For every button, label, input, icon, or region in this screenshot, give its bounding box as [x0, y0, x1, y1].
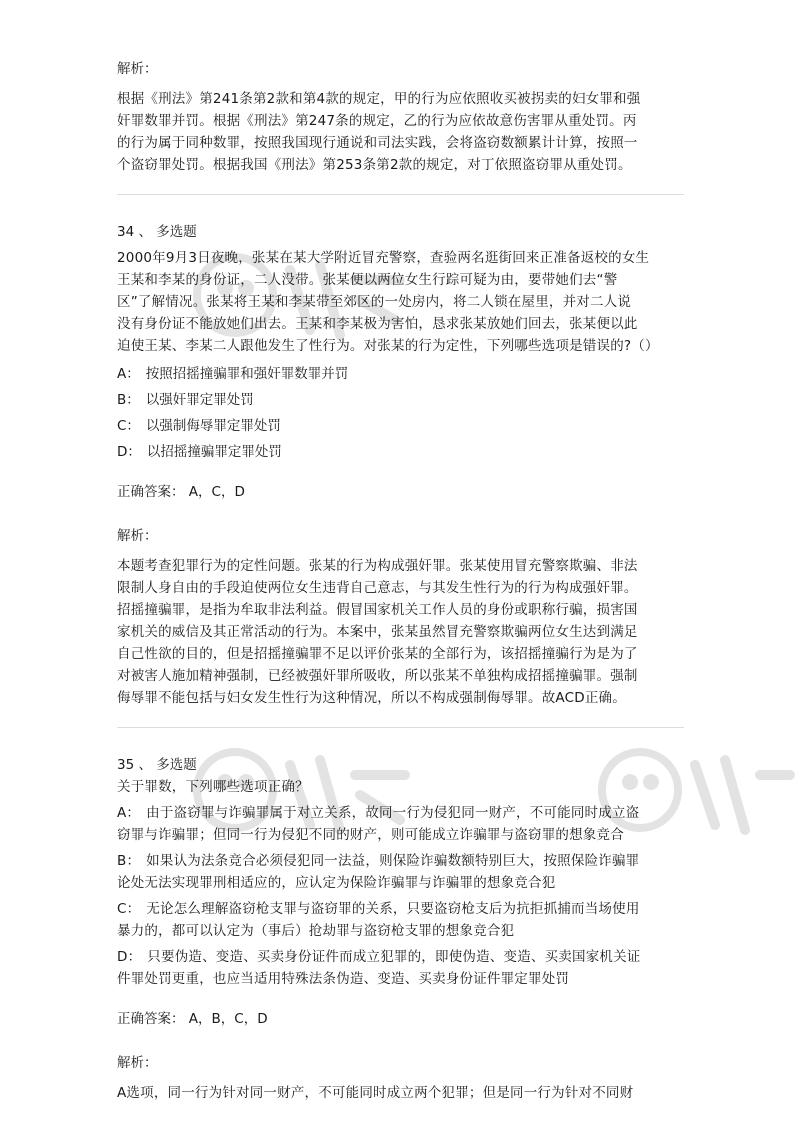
question-header: 35 、 多选题	[117, 757, 197, 773]
option-a	[117, 363, 687, 385]
analysis-label: 解析：	[117, 61, 158, 77]
section-divider	[117, 727, 684, 728]
option-letter: C：	[117, 901, 141, 917]
option-c	[117, 898, 687, 942]
option-text: 如果认为法条竞合必须侵犯同一法益，则保险诈骗数额特别巨大，按照保险诈骗罪	[146, 853, 640, 869]
option-letter: B：	[117, 853, 141, 869]
option-text: 按照招摇撞骗罪和强奸罪数罪并罚	[145, 366, 349, 382]
option-line: 窃罪与诈骗罪；但同一行为侵犯不同的财产，则可能成立诈骗罪与盗窃罪的想象竞合	[117, 827, 624, 843]
correct-answer: 正确答案： A，B，C，D	[117, 1011, 268, 1027]
analysis-body	[117, 555, 687, 709]
analysis-line: 限制人身自由的手段迫使两位女生违背自己意志，与其发生性行为的行为构成强奸罪。	[117, 580, 638, 596]
option-text: 以强制侮辱罪定罪处罚	[145, 418, 281, 434]
option-line	[117, 850, 687, 872]
option-line: 暴力的，都可以认定为（事后）抢劫罪与盗窃枪支罪的想象竞合犯	[117, 923, 515, 939]
analysis-line: 奸罪数罪并罚。根据《刑法》第247条的规定，乙的行为应依故意伤害罪从重处罚。丙	[117, 113, 637, 129]
analysis-line: 家机关的威信及其正常活动的行为。本案中，张某虽然冒充警察欺骗两位女生达到满足	[117, 624, 638, 640]
option-text: 由于盗窃罪与诈骗罪属于对立关系，故同一行为侵犯同一财产，不可能同时成立盗	[146, 805, 640, 821]
option-line	[117, 946, 687, 968]
analysis-line: 招摇撞骗罪，是指为牟取非法利益。假冒国家机关工作人员的身份或职称行骗，损害国	[117, 602, 638, 618]
stem-line: 迫使王某、李某二人跟他发生了性行为。对张某的行为定性，下列哪些选项是错误的?（）	[117, 338, 659, 354]
analysis-line: 对被害人施加精神强制，已经被强奸罪所吸收，所以张某不单独构成招摇撞骗罪。强制	[117, 668, 638, 684]
option-line	[117, 898, 687, 920]
correct-answer: 正确答案： A，C，D	[117, 484, 245, 500]
analysis-line: 个盗窃罪处罚。根据我国《刑法》第253条第2款的规定，对丁依照盗窃罪从重处罚。	[117, 157, 632, 173]
question-header: 34 、 多选题	[117, 224, 197, 240]
analysis-label: 解析：	[117, 528, 158, 544]
stem-line: 没有身份证不能放她们出去。王某和李某极为害怕，恳求张某放她们回去，张某便以此	[117, 316, 638, 332]
option-list	[117, 802, 687, 990]
option-text: 无论怎么理解盗窃枪支罪与盗窃罪的关系，只要盗窃枪支后为抗拒抓捕而当场使用	[146, 901, 640, 917]
option-letter: A：	[117, 805, 141, 821]
stem-line: 关于罪数，下列哪些选项正确？	[117, 779, 309, 795]
analysis-line: 自己性欲的目的，但是招摇撞骗罪不足以评价张某的全部行为，该招摇撞骗行为是为了	[117, 646, 638, 662]
option-letter: B：	[117, 392, 140, 408]
stem-line: 2000年9月3日夜晚，张某在某大学附近冒充警察，查验两名逛街回来正准备返校的女生	[117, 250, 650, 266]
option-b	[117, 389, 687, 411]
option-letter: A：	[117, 366, 140, 382]
analysis-line: 侮辱罪不能包括与妇女发生性行为这种情况，所以不构成强制侮辱罪。故ACD正确。	[117, 690, 626, 706]
section-divider	[117, 194, 684, 195]
option-letter: C：	[117, 418, 140, 434]
option-a	[117, 802, 687, 846]
analysis-line: 本题考查犯罪行为的定性问题。张某的行为构成强奸罪。张某使用冒充警察欺骗、非法	[117, 558, 638, 574]
stem-line: 王某和李某的身份证，二人没带。张某便以两位女生行踪可疑为由，要带她们去“警	[117, 272, 618, 288]
analysis-label: 解析：	[117, 1055, 158, 1071]
content-column	[117, 58, 687, 1104]
option-line	[117, 802, 687, 824]
option-line: 论处无法实现罪刑相适应的，应认定为保险诈骗罪与诈骗罪的想象竞合犯	[117, 875, 556, 891]
option-text: 以招摇撞骗罪定罪处罚	[146, 444, 282, 460]
question-34	[117, 221, 687, 709]
option-b	[117, 850, 687, 894]
analysis-line: A选项，同一行为针对同一财产，不可能同时成立两个犯罪；但是同一行为针对不同财	[117, 1085, 634, 1101]
option-line: 件罪处罚更重，也应当适用特殊法条伪造、变造、买卖身份证件罪定罪处罚	[117, 971, 570, 987]
option-d	[117, 946, 687, 990]
question-35	[117, 754, 687, 1104]
option-text: 以强奸罪定罪处罚	[145, 392, 254, 408]
option-text: 只要伪造、变造、买卖身份证件而成立犯罪的，即使伪造、变造、买卖国家机关证	[147, 949, 641, 965]
option-letter: D：	[117, 949, 142, 965]
option-d	[117, 441, 687, 463]
question-stem	[117, 247, 687, 357]
analysis-line: 的行为属于同种数罪，按照我国现行通说和司法实践，会将盗窃数额累计计算，按照一	[117, 135, 638, 151]
option-letter: D：	[117, 444, 141, 460]
stem-line: 区”了解情况。张某将王某和李某带至郊区的一处房内，将二人锁在屋里，并对二人说	[117, 294, 632, 310]
option-c	[117, 415, 687, 437]
analysis-line: 根据《刑法》第241条第2款和第4款的规定，甲的行为应依照收买被拐卖的妇女罪和强	[117, 91, 641, 107]
option-list	[117, 363, 687, 463]
